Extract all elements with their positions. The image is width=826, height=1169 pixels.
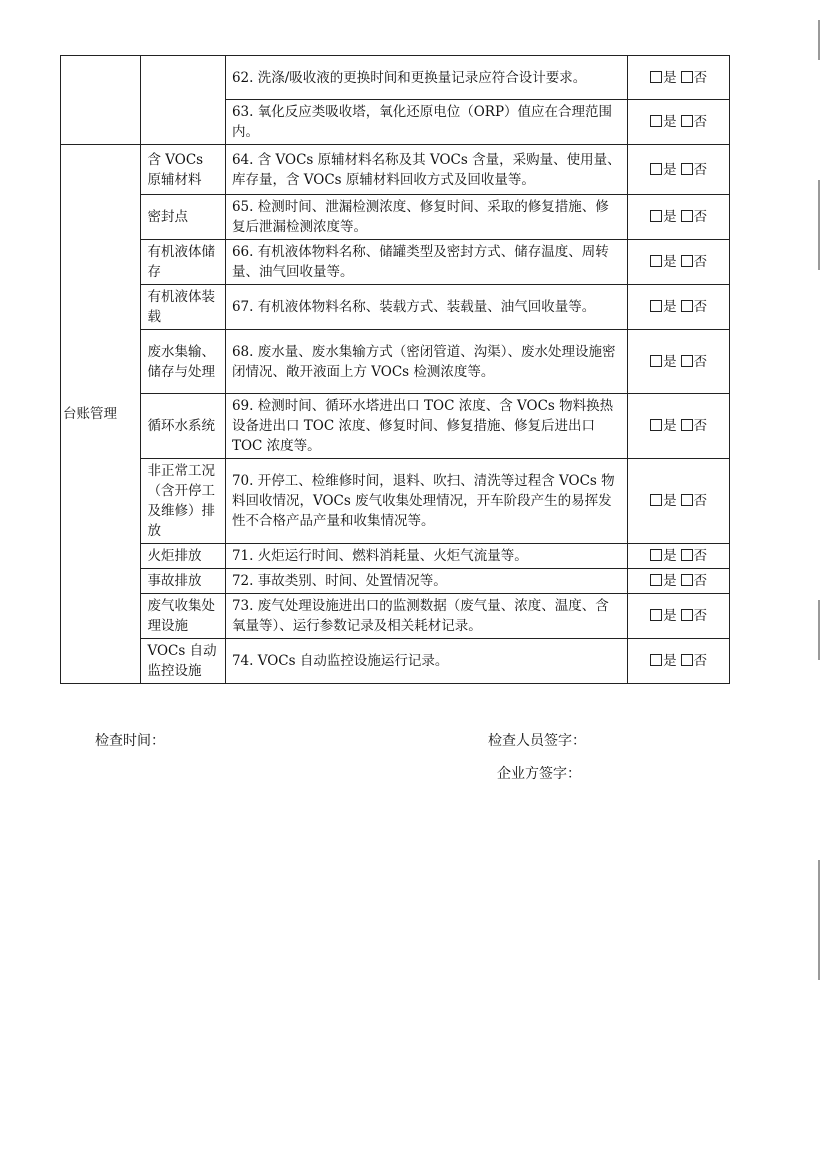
yes-label: 是	[663, 161, 677, 178]
checkbox-square[interactable]	[681, 255, 693, 267]
item-cell: 非正常工况（含开停工及维修）排放	[141, 459, 226, 544]
requirement-cell: 66. 有机液体物料名称、储罐类型及密封方式、储存温度、周转量、油气回收量等。	[225, 240, 627, 285]
yes-no-cell	[628, 145, 730, 195]
checkbox-square[interactable]	[681, 609, 693, 621]
yes-label: 是	[663, 114, 677, 130]
checkbox-square[interactable]	[650, 355, 662, 367]
checkbox-square[interactable]	[650, 654, 662, 666]
yes-option[interactable]	[650, 416, 677, 436]
checkbox-square[interactable]	[681, 419, 693, 431]
no-label: 否	[693, 209, 708, 225]
scan-edge-mark	[818, 20, 820, 60]
item-cell: 循环水系统	[141, 394, 226, 459]
no-label: 否	[693, 493, 708, 509]
checkbox-square[interactable]	[681, 210, 693, 222]
no-option[interactable]	[681, 546, 708, 566]
requirement-cell: 71. 火炬运行时间、燃料消耗量、火炬气流量等。	[225, 544, 627, 569]
requirement-cell: 64. 含 VOCs 原辅材料名称及其 VOCs 含量，采购量、使用量、库存量，含 VOCs 原辅材料回收方式及回收量等。	[225, 145, 627, 195]
item-cell: 有机液体储存	[141, 240, 226, 285]
checkbox-square[interactable]	[681, 549, 693, 561]
yes-option[interactable]	[650, 252, 677, 272]
yes-label: 是	[663, 299, 677, 315]
checkbox-square[interactable]	[650, 609, 662, 621]
table-row	[61, 145, 730, 195]
enterprise-signature-label: 企业方签字：	[497, 766, 581, 782]
yes-label: 是	[663, 353, 677, 370]
scan-edge-mark	[818, 600, 820, 660]
yes-label: 是	[663, 418, 677, 434]
yes-label: 是	[663, 548, 677, 564]
yes-option[interactable]	[650, 571, 677, 591]
checkbox-square[interactable]	[650, 115, 662, 127]
yes-label: 是	[663, 493, 677, 509]
yes-option[interactable]	[650, 207, 677, 227]
checkbox-square[interactable]	[650, 71, 662, 83]
yes-option[interactable]	[650, 352, 677, 372]
no-option[interactable]	[681, 571, 708, 591]
no-option[interactable]	[681, 68, 708, 88]
yes-option[interactable]	[650, 160, 677, 180]
inspection-checklist-table	[60, 55, 730, 684]
no-option[interactable]	[681, 416, 708, 436]
no-label: 否	[693, 418, 708, 434]
no-option[interactable]	[681, 297, 708, 317]
no-label: 否	[693, 254, 708, 270]
no-label: 否	[693, 548, 708, 564]
item-cell: 废气收集处理设施	[141, 594, 226, 639]
yes-no-cell	[628, 594, 730, 639]
no-option[interactable]	[681, 207, 708, 227]
no-option[interactable]	[681, 606, 708, 626]
checkbox-square[interactable]	[650, 574, 662, 586]
no-option[interactable]	[681, 252, 708, 272]
table-row	[61, 594, 730, 639]
yes-no-cell	[628, 639, 730, 684]
item-cell: 事故排放	[141, 569, 226, 594]
no-option[interactable]	[681, 112, 708, 132]
yes-option[interactable]	[650, 651, 677, 671]
table-row	[61, 240, 730, 285]
yes-no-cell	[628, 544, 730, 569]
yes-option[interactable]	[650, 68, 677, 88]
inspection-time-label: 检查时间：	[95, 733, 165, 749]
item-cell: 含 VOCs 原辅材料	[141, 145, 226, 195]
no-label: 否	[693, 161, 708, 178]
checkbox-square[interactable]	[681, 163, 693, 175]
yes-option[interactable]	[650, 297, 677, 317]
yes-no-cell	[628, 285, 730, 330]
checkbox-square[interactable]	[681, 574, 693, 586]
yes-label: 是	[663, 573, 677, 589]
yes-option[interactable]	[650, 491, 677, 511]
item-cell: 火炬排放	[141, 544, 226, 569]
no-label: 否	[693, 69, 708, 86]
scan-edge-mark	[818, 180, 820, 270]
checkbox-square[interactable]	[681, 71, 693, 83]
table-row	[61, 195, 730, 240]
item-cell	[141, 56, 226, 145]
inspector-signature-label: 检查人员签字：	[488, 733, 586, 749]
no-label: 否	[693, 299, 708, 315]
checkbox-square[interactable]	[650, 163, 662, 175]
table-row	[61, 330, 730, 394]
table-row	[61, 56, 730, 100]
yes-no-cell	[628, 459, 730, 544]
table-row	[61, 639, 730, 684]
checkbox-square[interactable]	[681, 115, 693, 127]
yes-label: 是	[663, 653, 677, 669]
yes-label: 是	[663, 254, 677, 270]
requirement-cell: 70. 开停工、检维修时间，退料、吹扫、清洗等过程含 VOCs 物料回收情况，VOCs 废气收集处理情况，开车阶段产生的易挥发性不合格产品产量和收集情况等。	[225, 459, 627, 544]
table-row	[61, 285, 730, 330]
no-label: 否	[693, 353, 708, 370]
requirement-cell: 72. 事故类别、时间、处置情况等。	[225, 569, 627, 594]
scan-edge-mark	[818, 860, 820, 980]
yes-no-cell	[628, 240, 730, 285]
checkbox-square[interactable]	[681, 355, 693, 367]
yes-option[interactable]	[650, 606, 677, 626]
yes-no-cell	[628, 195, 730, 240]
requirement-cell: 74. VOCs 自动监控设施运行记录。	[225, 639, 627, 684]
checkbox-square[interactable]	[650, 210, 662, 222]
requirement-cell: 68. 废水量、废水集输方式（密闭管道、沟渠）、废水处理设施密闭情况、敞开液面上方 VOCs 检测浓度等。	[225, 330, 627, 394]
yes-no-cell	[628, 100, 730, 145]
yes-label: 是	[663, 69, 677, 86]
checkbox-square[interactable]	[681, 654, 693, 666]
table-row	[61, 459, 730, 544]
yes-option[interactable]	[650, 112, 677, 132]
no-label: 否	[693, 114, 708, 130]
requirement-cell: 62. 洗涤/吸收液的更换时间和更换量记录应符合设计要求。	[225, 56, 627, 100]
table-row	[61, 544, 730, 569]
table-row	[61, 569, 730, 594]
checkbox-square[interactable]	[650, 549, 662, 561]
yes-label: 是	[663, 209, 677, 225]
requirement-cell: 69. 检测时间、循环水塔进出口 TOC 浓度、含 VOCs 物料换热设备进出口 TOC 浓度、修复时间、修复措施、修复后进出口 TOC 浓度等。	[225, 394, 627, 459]
requirement-cell: 65. 检测时间、泄漏检测浓度、修复时间、采取的修复措施、修复后泄漏检测浓度等。	[225, 195, 627, 240]
requirement-cell: 67. 有机液体物料名称、装载方式、装载量、油气回收量等。	[225, 285, 627, 330]
yes-no-cell	[628, 56, 730, 100]
category-cell	[61, 56, 141, 145]
no-option[interactable]	[681, 352, 708, 372]
no-label: 否	[693, 653, 708, 669]
category-cell: 台账管理	[61, 145, 141, 684]
yes-no-cell	[628, 330, 730, 394]
checkbox-square[interactable]	[650, 255, 662, 267]
item-cell: 废水集输、储存与处理	[141, 330, 226, 394]
yes-option[interactable]	[650, 546, 677, 566]
requirement-cell: 73. 废气处理设施进出口的监测数据（废气量、浓度、温度、含氧量等）、运行参数记录及相关耗材记录。	[225, 594, 627, 639]
no-option[interactable]	[681, 160, 708, 180]
table-row	[61, 394, 730, 459]
checkbox-square[interactable]	[650, 494, 662, 506]
checkbox-square[interactable]	[681, 300, 693, 312]
yes-no-cell	[628, 569, 730, 594]
item-cell: 密封点	[141, 195, 226, 240]
yes-label: 是	[663, 608, 677, 624]
checkbox-square[interactable]	[650, 300, 662, 312]
no-label: 否	[693, 608, 708, 624]
checkbox-square[interactable]	[650, 419, 662, 431]
no-label: 否	[693, 573, 708, 589]
requirement-cell: 63. 氧化反应类吸收塔，氧化还原电位（ORP）值应在合理范围内。	[225, 100, 627, 145]
item-cell: VOCs 自动监控设施	[141, 639, 226, 684]
yes-no-cell	[628, 394, 730, 459]
item-cell: 有机液体装载	[141, 285, 226, 330]
no-option[interactable]	[681, 651, 708, 671]
no-option[interactable]	[681, 491, 708, 511]
checkbox-square[interactable]	[681, 494, 693, 506]
